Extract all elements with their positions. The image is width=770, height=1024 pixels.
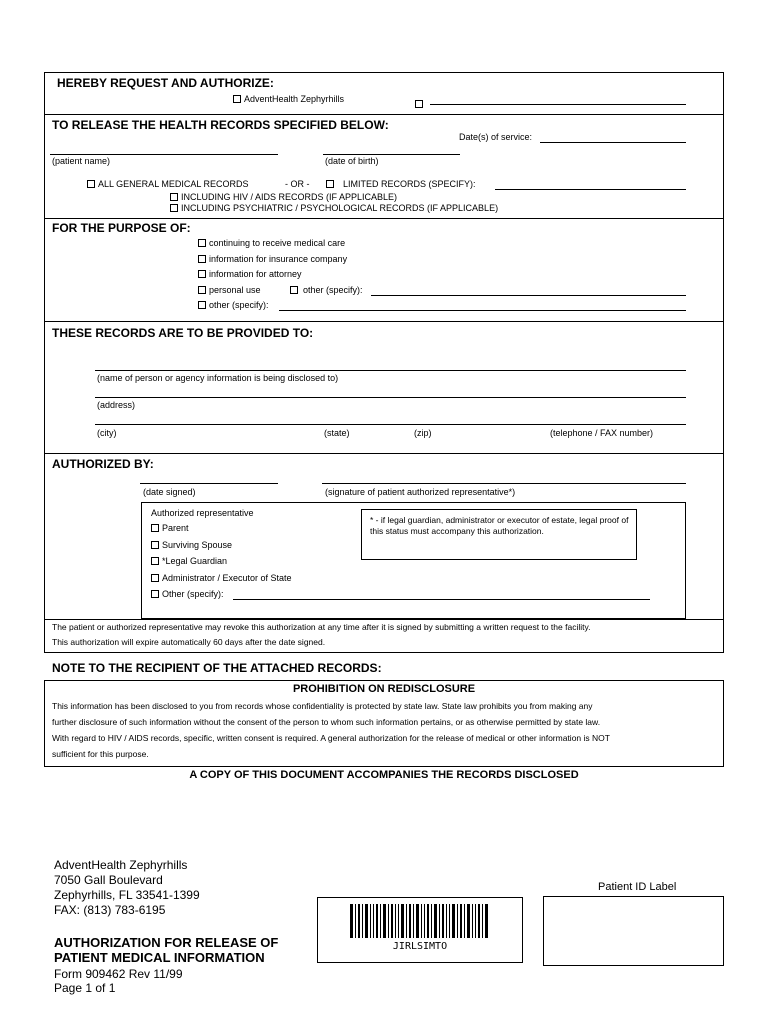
- purpose-option-other-2[interactable]: [198, 300, 269, 310]
- date-of-birth-label: (date of birth): [325, 156, 379, 166]
- limited-records-label: LIMITED RECORDS (SPECIFY):: [343, 179, 476, 189]
- revocation-text: The patient or authorized representative may revoke this authorization at any time after it is signed by submitting a written request to the facility.: [52, 622, 591, 632]
- section-authorized-title: AUTHORIZED BY:: [52, 457, 154, 471]
- prohibition-text: sufficient for this purpose.: [52, 749, 149, 759]
- barcode-text: JIRLSIMTO: [392, 941, 448, 952]
- divider: [44, 114, 724, 115]
- form-info: [54, 967, 183, 995]
- fax-line: FAX: (813) 783-6195: [54, 903, 166, 917]
- purpose-label: personal use: [209, 285, 261, 295]
- legal-proof-note: * - if legal guardian, administrator or executor of estate, legal proof of this status must accompany this authorization.: [370, 515, 629, 536]
- purpose-option-insurance[interactable]: [198, 254, 347, 264]
- checkbox[interactable]: [326, 180, 334, 188]
- expiration-text: This authorization will expire automatically 60 days after the date signed.: [52, 637, 326, 647]
- checkbox[interactable]: [151, 557, 159, 565]
- dates-of-service-label: Date(s) of service:: [459, 132, 533, 142]
- form-title-line: PATIENT MEDICAL INFORMATION: [54, 950, 265, 965]
- recipient-note-title: NOTE TO THE RECIPIENT OF THE ATTACHED RECORDS:: [52, 661, 382, 675]
- date-of-birth-field[interactable]: [323, 154, 460, 155]
- divider: [44, 619, 724, 620]
- or-label: - OR -: [285, 179, 310, 189]
- purpose-option-personal[interactable]: [198, 285, 261, 295]
- date-signed-label: (date signed): [143, 487, 196, 497]
- checkbox[interactable]: [198, 255, 206, 263]
- purpose-option-other-1[interactable]: [290, 285, 363, 295]
- purpose-label: other (specify):: [209, 300, 269, 310]
- prohibition-text: This information has been disclosed to you from records whose confidentiality is protected by state law. State law prohibits you from making any: [52, 701, 593, 711]
- checkbox[interactable]: [233, 95, 241, 103]
- rep-label: Surviving Spouse: [162, 540, 233, 550]
- rep-label: Administrator / Executor of State: [162, 573, 292, 583]
- hiv-records-label: INCLUDING HIV / AIDS RECORDS (IF APPLICABLE): [181, 192, 398, 202]
- patient-name-field[interactable]: [50, 154, 278, 155]
- facility-address: [54, 858, 200, 918]
- prohibition-text: further disclosure of such information without the consent of the person to whom such information pertains, or as otherwise permitted by state law.: [52, 717, 601, 727]
- recipient-name-field[interactable]: [95, 370, 686, 371]
- checkbox[interactable]: [198, 286, 206, 294]
- psych-records-option[interactable]: [170, 203, 498, 213]
- form-number: Form 909462 Rev 11/99: [54, 967, 183, 981]
- divider: [44, 453, 724, 454]
- signature-field[interactable]: [322, 483, 686, 484]
- checkbox[interactable]: [87, 180, 95, 188]
- limited-records-field[interactable]: [495, 189, 686, 190]
- rep-option-other[interactable]: [151, 589, 224, 599]
- psych-records-label: INCLUDING PSYCHIATRIC / PSYCHOLOGICAL RECORDS (IF APPLICABLE): [181, 203, 499, 213]
- purpose-option-attorney[interactable]: [198, 269, 302, 279]
- purpose-option-care[interactable]: [198, 238, 345, 248]
- prohibition-title: PROHIBITION ON REDISCLOSURE: [292, 683, 476, 695]
- facility-label: AdventHealth Zephyrhills: [244, 94, 345, 104]
- other-facility-field[interactable]: [430, 104, 686, 105]
- checkbox[interactable]: [151, 590, 159, 598]
- divider: [44, 218, 724, 219]
- dates-of-service-field[interactable]: [540, 142, 686, 143]
- all-records-option[interactable]: [87, 179, 249, 189]
- page-number: Page 1 of 1: [54, 981, 116, 995]
- rep-option-administrator[interactable]: [151, 573, 292, 583]
- purpose-label: other (specify):: [303, 285, 363, 295]
- patient-name-label: (patient name): [52, 156, 111, 166]
- facility-option[interactable]: [233, 94, 344, 104]
- hiv-records-option[interactable]: [170, 192, 397, 202]
- section-purpose-title: FOR THE PURPOSE OF:: [52, 221, 191, 235]
- barcode-box: [317, 897, 523, 963]
- zip-label: (zip): [414, 428, 432, 438]
- state-label: (state): [324, 428, 350, 438]
- checkbox[interactable]: [198, 239, 206, 247]
- purpose-other-field-2[interactable]: [279, 310, 686, 311]
- recipient-name-label: (name of person or agency information is being disclosed to): [97, 373, 339, 383]
- checkbox[interactable]: [151, 574, 159, 582]
- rep-label: Parent: [162, 523, 189, 533]
- signature-label: (signature of patient authorized representative*): [325, 487, 516, 497]
- checkbox[interactable]: [170, 204, 178, 212]
- address-line: 7050 Gall Boulevard: [54, 873, 163, 887]
- checkbox[interactable]: [151, 524, 159, 532]
- patient-id-label-title: Patient ID Label: [598, 881, 677, 893]
- section-release-title: TO RELEASE THE HEALTH RECORDS SPECIFIED BELOW:: [52, 118, 389, 132]
- checkbox[interactable]: [198, 270, 206, 278]
- purpose-other-field-1[interactable]: [371, 295, 686, 296]
- rep-option-spouse[interactable]: [151, 540, 232, 550]
- address-label: (address): [97, 400, 136, 410]
- copy-notice: A COPY OF THIS DOCUMENT ACCOMPANIES THE RECORDS DISCLOSED: [189, 769, 579, 781]
- rep-label: *Legal Guardian: [162, 556, 228, 566]
- prohibition-text: With regard to HIV / AIDS records, specific, written consent is required. A general authorization for the release of medical or other information is NOT: [52, 733, 610, 743]
- address-line: AdventHealth Zephyrhills: [54, 858, 188, 872]
- checkbox[interactable]: [170, 193, 178, 201]
- patient-id-label-box: [543, 896, 724, 966]
- checkbox[interactable]: [198, 301, 206, 309]
- recipient-city-field[interactable]: [95, 424, 686, 425]
- checkbox[interactable]: [151, 541, 159, 549]
- rep-option-guardian[interactable]: [151, 556, 227, 566]
- divider: [44, 321, 724, 322]
- other-facility-option[interactable]: [415, 94, 426, 112]
- rep-label: Other (specify):: [162, 589, 224, 599]
- purpose-label: information for attorney: [209, 269, 302, 279]
- limited-records-option[interactable]: [326, 179, 476, 189]
- telephone-label: (telephone / FAX number): [550, 428, 654, 438]
- purpose-label: continuing to receive medical care: [209, 238, 346, 248]
- section-provided-title: THESE RECORDS ARE TO BE PROVIDED TO:: [52, 326, 314, 340]
- rep-other-field[interactable]: [233, 599, 650, 600]
- recipient-address-field[interactable]: [95, 397, 686, 398]
- checkbox[interactable]: [290, 286, 298, 294]
- purpose-label: information for insurance company: [209, 254, 348, 264]
- date-signed-field[interactable]: [140, 483, 278, 484]
- checkbox[interactable]: [415, 100, 423, 108]
- rep-option-parent[interactable]: [151, 523, 189, 533]
- representative-title: Authorized representative: [151, 508, 254, 518]
- form-title: [54, 935, 278, 965]
- form-title-line: AUTHORIZATION FOR RELEASE OF: [54, 935, 279, 950]
- city-label: (city): [97, 428, 117, 438]
- section-request-title: HEREBY REQUEST AND AUTHORIZE:: [57, 76, 274, 90]
- all-records-label: ALL GENERAL MEDICAL RECORDS: [98, 179, 249, 189]
- address-line: Zephyrhills, FL 33541-1399: [54, 888, 200, 902]
